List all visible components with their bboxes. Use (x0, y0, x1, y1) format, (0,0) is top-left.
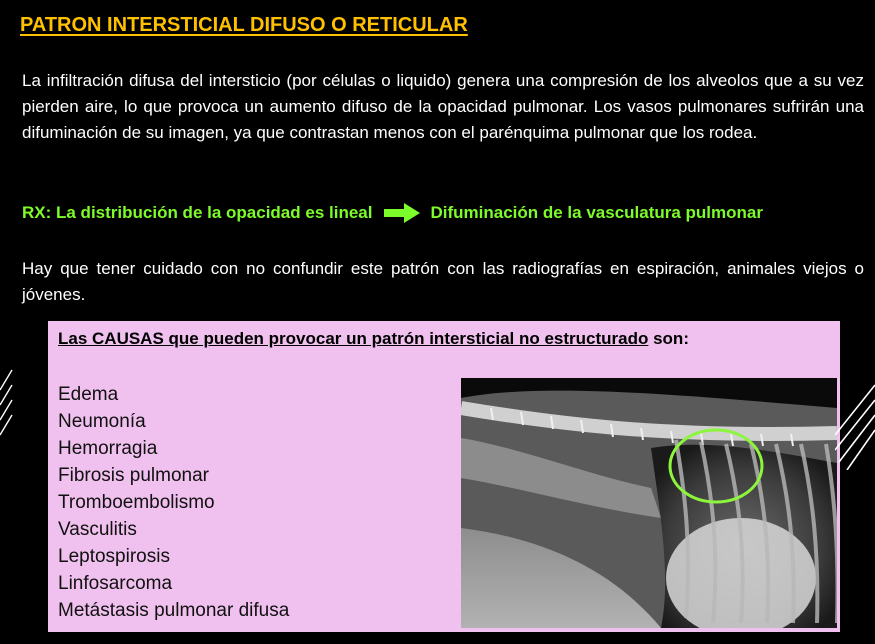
left-deco-lines (0, 360, 14, 450)
cause-item: Vasculitis (58, 519, 137, 540)
cause-item: Metástasis pulmonar difusa (58, 600, 290, 621)
causes-heading (58, 329, 689, 349)
causes-list (58, 381, 289, 624)
rx-result-text: Difuminación de la vasculatura pulmonar (430, 203, 763, 222)
cause-item: Fibrosis pulmonar (58, 465, 209, 486)
causes-heading-underlined: Las CAUSAS que pueden provocar un patrón intersticial no estructurado (58, 329, 649, 348)
description-paragraph: La infiltración difusa del intersticio (por células o liquido) genera una compresión de los alveolos que a su vez pierden aire, lo que provoca un aumento difuso de la opacidad pulmonar. Los vasos pulmonares sufrirán una difuminación de su imagen, ya que contrastan menos con el parénquima pulmonar que los rodea. (22, 71, 864, 142)
rx-finding-text: RX: La distribución de la opacidad es lineal (22, 203, 373, 222)
cause-item: Leptospirosis (58, 546, 170, 567)
cause-item: Hemorragia (58, 438, 158, 459)
cause-item: Tromboembolismo (58, 492, 215, 513)
warning-paragraph: Hay que tener cuidado con no confundir este patrón con las radiografías en espiración, animales viejos o jóvenes. (22, 259, 864, 304)
cause-item: Edema (58, 384, 119, 405)
causes-heading-tail: son: (648, 329, 689, 348)
slide-title: PATRON INTERSTICIAL DIFUSO O RETICULAR (20, 14, 468, 36)
right-deco-lines (835, 380, 875, 470)
radiograph-drawing (461, 378, 837, 628)
thorax-radiograph-image (461, 378, 837, 628)
cause-item: Neumonía (58, 411, 146, 432)
rx-finding-line (22, 203, 864, 223)
cause-item: Linfosarcoma (58, 573, 173, 594)
right-arrow-icon (384, 203, 420, 223)
